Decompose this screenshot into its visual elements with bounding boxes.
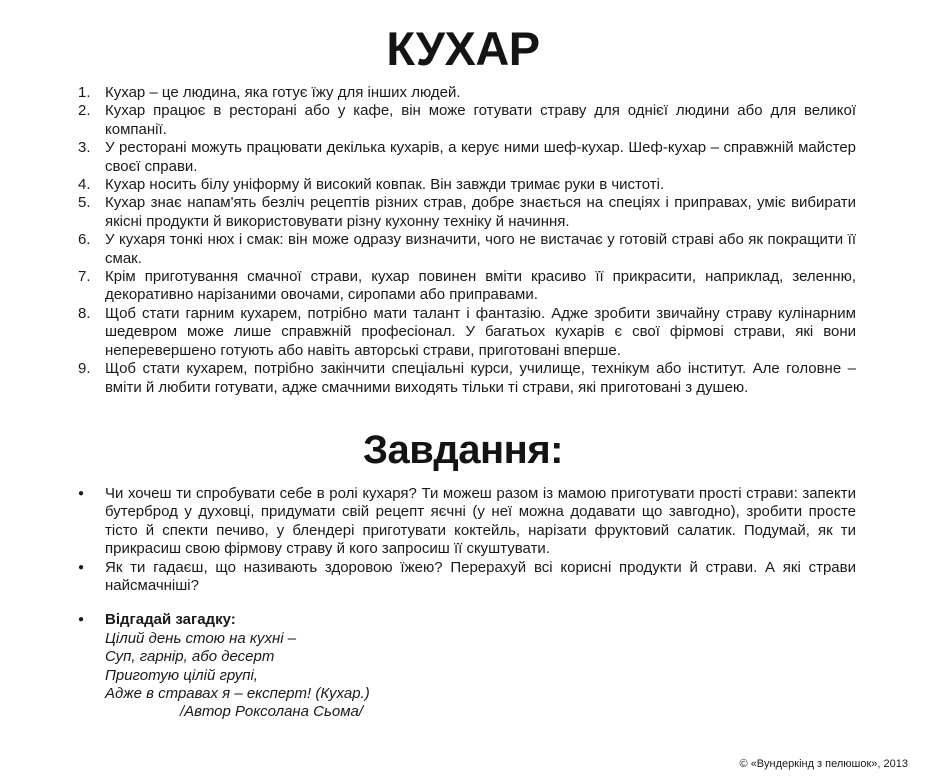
bullet-icon: ●: [78, 614, 85, 626]
fact-item: [78, 305, 856, 360]
riddle-label: Відгадай загадку:: [105, 611, 236, 629]
fact-text: Щоб стати гарним кухарем, потрібно мати талант і фантазію. Адже зробити звичайну страву кулінарним шедевром може лише справжній професіонал. У багатьох кухарів є свої фірмові страви, які вони неперевершено готують або навіть авторські страви, приготовані вперше.: [105, 304, 856, 359]
fact-number: 6.: [78, 231, 91, 249]
fact-item: [78, 194, 856, 231]
fact-number: 5.: [78, 194, 91, 212]
fact-item: [78, 102, 856, 139]
fact-number: 2.: [78, 102, 91, 120]
riddle-line: Адже в стравах я – експерт! (Кухар.): [105, 684, 370, 702]
fact-text: Кухар працює в ресторані або у кафе, він може готувати страву для однієї людини або для великої компанії.: [105, 102, 856, 138]
fact-text: У ресторані можуть працювати декілька кухарів, а керує ними шеф-кухар. Шеф-кухар – справжній майстер своєї справи.: [105, 139, 856, 175]
riddle-line: Цілий день стою на кухні –: [105, 629, 297, 647]
fact-number: 9.: [78, 360, 91, 378]
riddle-author: /Автор Роксолана Сьома/: [180, 703, 364, 721]
fact-number: 3.: [78, 139, 91, 157]
bullet-icon: ●: [78, 561, 85, 573]
riddle-line: Приготую цілій групі,: [105, 666, 258, 684]
task-text: Як ти гадаєш, що називають здоровою їжею? Перерахуй всі корисні продукти й страви. А які страви найсмачніші?: [105, 558, 856, 594]
fact-text: Щоб стати кухарем, потрібно закінчити спеціальні курси, училище, технікум або інститут. Але головне – вміти й любити готувати, адже смачними виходять тільки ті страви, які приготовані з душею.: [105, 360, 856, 396]
fact-item: [78, 176, 856, 194]
fact-item: [78, 231, 856, 268]
copyright: © «Вундеркінд з пелюшок», 2013: [739, 758, 908, 770]
fact-text: Кухар – це людина, яка готує їжу для інших людей.: [105, 84, 461, 101]
tasks-list: [78, 485, 856, 722]
fact-text: Крім приготування смачної страви, кухар повинен вміти красиво її прикрасити, наприклад, зеленню, декоративно нарізаними овочами, сиропами або приправами.: [105, 268, 856, 304]
task-item: [78, 485, 856, 559]
fact-number: 8.: [78, 304, 91, 322]
fact-number: 1.: [78, 84, 91, 101]
riddle-block: [78, 611, 856, 721]
tasks-heading: Завдання:: [362, 427, 563, 472]
task-text: Чи хочеш ти спробувати себе в ролі кухаря? Ти можеш разом із мамою приготувати прості страви: запекти бутерброд у духовці, придумати свій рецепт яєчні (у неї можна додавати що завгодно), зробити просте тісто й спекти печиво, у блендері приготувати коктейль, нарізати фруктовий салатик. Подумай, як ти прикрасиш свою фірмову страву й кого запросиш її скуштувати.: [105, 484, 856, 558]
fact-item: [78, 139, 856, 176]
facts-list: [78, 84, 856, 397]
bullet-icon: ●: [78, 487, 85, 499]
fact-number: 7.: [78, 268, 91, 286]
fact-item: [78, 360, 856, 397]
task-item: [78, 559, 856, 596]
fact-text: Кухар носить білу уніформу й високий ковпак. Він завжди тримає руки в чистоті.: [105, 176, 665, 194]
fact-number: 4.: [78, 176, 91, 194]
riddle-line: Суп, гарнір, або десерт: [105, 648, 275, 666]
riddle-content: [105, 611, 856, 721]
page-title: КУХАР: [386, 22, 540, 75]
fact-text: У кухаря тонкі нюх і смак: він може одразу визначити, чого не вистачає у готовій страві або як покращити її смак.: [105, 231, 856, 267]
fact-text: Кухар знає напам'ять безліч рецептів різних страв, добре знається на спеціях і приправах, уміє вибирати якісні продукти й використовувати різну кухонну техніку й начиння.: [105, 194, 856, 230]
fact-item: [78, 84, 856, 102]
fact-item: [78, 268, 856, 305]
